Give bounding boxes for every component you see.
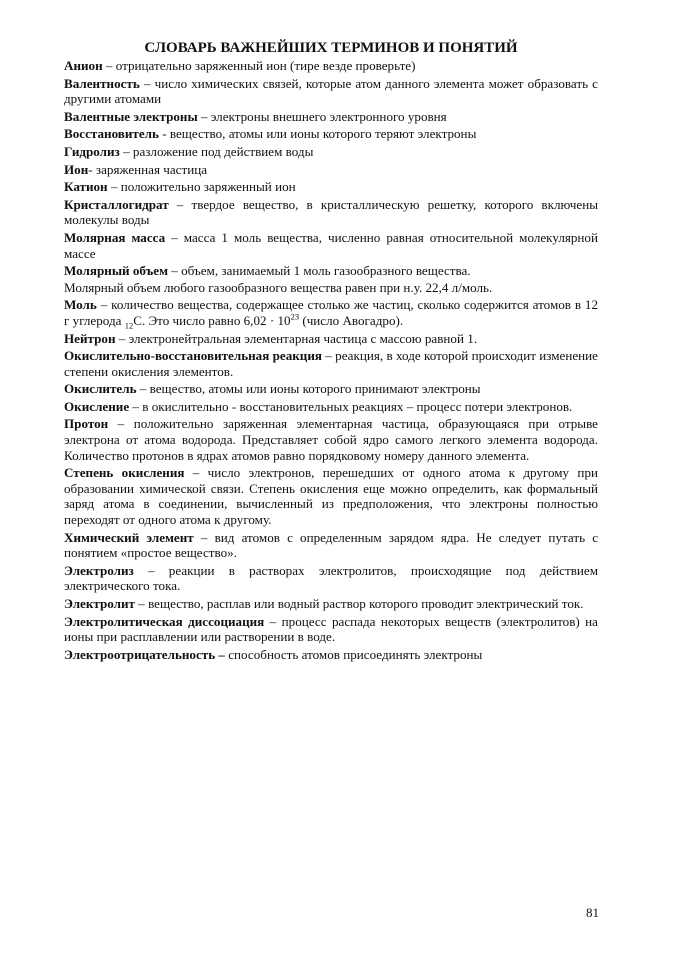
entry-definition: – электронейтральная элементарная частица с массою равной 1. (115, 330, 478, 346)
entry-term: Окисление (64, 398, 130, 414)
entry-term: Восстановитель (64, 126, 159, 142)
entry-term: Кристаллогидрат (64, 196, 169, 212)
glossary-entry (64, 144, 598, 160)
page-number: 81 (586, 905, 599, 920)
entry-definition: - вещество, атомы или ионы которого теряют электроны (158, 126, 477, 142)
entry-term: Валентность (64, 75, 140, 91)
entry-term: Степень окисления (64, 465, 185, 481)
entry-term: Окислитель (64, 381, 137, 397)
entry-definition: – твердое вещество, в кристаллическую решетку, которого включены молекулы воды (64, 196, 598, 228)
glossary-entry (64, 126, 598, 142)
entry-term: Анион (64, 58, 103, 73)
entry-extra-paragraph: Молярный объем любого газообразного вещества равен при н.у. 22,4 л/моль. (64, 279, 493, 295)
glossary-entry (64, 530, 598, 561)
entry-definition: – разложение под действием воды (119, 143, 314, 159)
entry-term: Гидролиз (64, 143, 120, 159)
entry-term: Катион (64, 179, 108, 195)
entry-term: Молярный объем (64, 263, 168, 279)
document-page (64, 40, 598, 664)
entry-term: Электроотрицательность – (64, 646, 225, 662)
entry-term: Химический элемент (64, 529, 194, 545)
glossary-entry (64, 230, 598, 261)
glossary-entry (64, 416, 598, 463)
entry-definition: - заряженная частица (88, 161, 208, 177)
glossary-entry (64, 179, 598, 195)
glossary-entry (64, 76, 598, 107)
glossary-entry (64, 399, 598, 415)
entry-term: Электролитическая диссоциация (64, 613, 265, 629)
glossary-entry (64, 381, 598, 397)
glossary-entry (64, 109, 598, 125)
entry-definition: способность атомов присоединять электроны (224, 646, 483, 662)
page-title: СЛОВАРЬ ВАЖНЕЙШИХ ТЕРМИНОВ И ПОНЯТИЙ (144, 40, 518, 56)
glossary-entry (64, 614, 598, 645)
entry-definition: (число Авогадро). (299, 312, 404, 328)
subscript: 12 (124, 320, 134, 331)
glossary-entry (64, 647, 598, 663)
entry-term: Электролит (64, 596, 135, 611)
entry-definition: – число электронов, перешедших от одного атома к другому при образовании химической связи. Степень окисления еще можно определить, как формальный заряд атома в соединении, вычисленный из предположения, что электроны полностью переходят от одного атома к другому. (64, 465, 598, 528)
entry-definition: – положительно заряженная элементарная частица, образующаяся при отрыве электрона от атома водорода. Представляет собой ядро самого легкого элемента водорода. Количество протонов в ядрах атомов равно порядковому номеру данного элемента. (64, 416, 598, 463)
glossary-entry (64, 563, 598, 594)
entry-definition: – вещество, расплав или водный раствор которого проводит электрический ток. (134, 596, 584, 611)
entry-definition: – количество вещества, содержащее столько же частиц, сколько содержится атомов в 12 г углерода (64, 297, 598, 328)
entry-definition: – в окислительно - восстановительных реакциях – процесс потери электронов. (129, 398, 573, 414)
entry-definition: – реакции в растворах электролитов, происходящие под действием электрического тока. (64, 562, 598, 594)
entry-definition: – число химических связей, которые атом данного элемента может образовать с другими атомами (64, 75, 598, 107)
entry-term: Окислительно-восстановительная реакция (64, 348, 322, 364)
entry-term: Моль (64, 297, 97, 313)
entry-term: Ион (64, 161, 89, 177)
glossary-entry (64, 197, 598, 228)
superscript: 23 (290, 311, 300, 322)
entry-term: Электролиз (64, 562, 134, 578)
entry-definition: С. Это число равно 6,02 · 10 (133, 312, 291, 328)
entry-term: Валентные электроны (64, 108, 198, 124)
glossary-entry (64, 331, 598, 347)
entry-definition: – объем, занимаемый 1 моль газообразного вещества. (168, 263, 471, 279)
glossary-entry (64, 348, 598, 379)
entry-term: Нейтрон (64, 330, 116, 346)
glossary-entry (64, 465, 598, 527)
entry-definition: – электроны внешнего электронного уровня (197, 108, 447, 124)
glossary-entry (64, 263, 598, 295)
glossary-entry (64, 162, 598, 178)
entry-term: Молярная масса (64, 229, 166, 245)
entry-definition: – масса 1 моль вещества, численно равная относительной молекулярной массе (64, 229, 598, 261)
entry-term: Протон (64, 416, 109, 432)
entry-definition: – процесс распада некоторых веществ (электролитов) на ионы при расплавлении или растворении в воде. (64, 613, 598, 645)
entry-definition: – вид атомов с определенным зарядом ядра. Не следует путать с понятием «простое вещество». (64, 529, 599, 561)
entry-definition: – вещество, атомы или ионы которого принимают электроны (136, 381, 481, 397)
entry-definition: – реакция, в ходе которой происходит изменение степени окисления элементов. (64, 348, 598, 379)
glossary-entry (64, 58, 598, 74)
glossary-entry (64, 596, 598, 612)
entry-definition: – отрицательно заряженный ион (тире везде проверьте) (102, 58, 416, 73)
entry-definition: – положительно заряженный ион (107, 179, 296, 195)
glossary-entry-mol (64, 297, 598, 331)
